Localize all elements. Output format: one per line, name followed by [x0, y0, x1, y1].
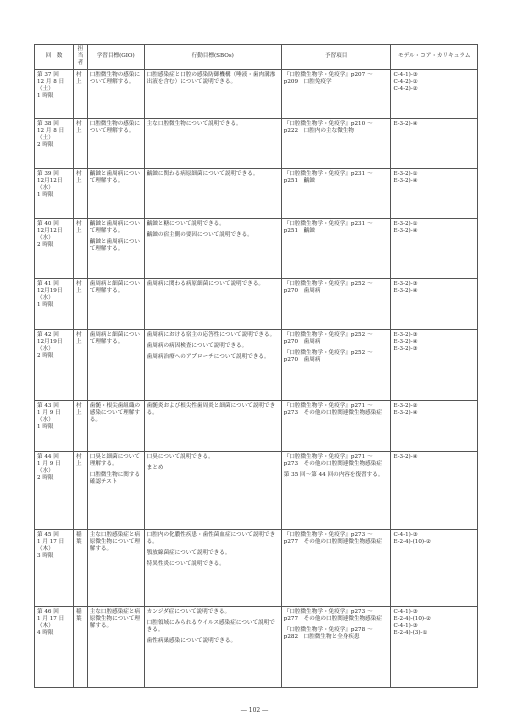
- cell-instructor: [74, 529, 88, 606]
- instructor-text: 稲葉: [76, 608, 82, 622]
- session-line: （土）: [37, 135, 54, 142]
- session-line: 12 月 8 日: [37, 78, 65, 85]
- cell-core: [391, 218, 478, 278]
- core-line: E-2-4)-(3)-①: [393, 630, 428, 637]
- cell-prep: [281, 329, 391, 400]
- header-gio: 学習目標(GIO): [87, 45, 144, 70]
- prep-line: 『口腔微生物学・免疫学』p278 ～ p282 口腔微生物と全身疾患: [283, 627, 373, 641]
- cell-session: [35, 329, 74, 400]
- cell-prep: [281, 606, 391, 687]
- gio-line: 主な口腔感染症と病原微生物について理解する。: [89, 531, 141, 553]
- table-body: [35, 69, 478, 687]
- core-line: C-4-1)-③: [393, 71, 418, 78]
- cell-core: [391, 168, 478, 218]
- prep-line: 『口腔微生物学・免疫学』p252 ～ p270 歯周病: [283, 331, 373, 345]
- cell-prep: [281, 400, 391, 451]
- instructor-text: 村上: [76, 170, 82, 184]
- syllabus-table: [34, 44, 478, 688]
- sbos-line: 齲蝕の宿主側の要因について説明できる。: [146, 231, 253, 238]
- cell-sbos: [144, 451, 281, 529]
- cell-gio: [87, 218, 144, 278]
- session-line: 12月19日: [37, 338, 63, 345]
- session-line: （水）: [37, 346, 54, 353]
- sbos-line: 歯周病の病因検査について説明できる。: [146, 342, 248, 349]
- syllabus-page: [34, 44, 478, 688]
- prep-line: 『口腔微生物学・免疫学』p231 ～ p251 齲蝕: [283, 170, 373, 184]
- cell-sbos: [144, 118, 281, 168]
- sbos-line: 歯周病における宿主の応答性について説明できる。: [146, 331, 276, 338]
- cell-instructor: [74, 400, 88, 451]
- session-line: （木）: [37, 623, 54, 630]
- cell-prep: [281, 168, 391, 218]
- prep-line: 第 35 回～第 44 回の内容を復習する。: [283, 472, 384, 479]
- cell-core: [391, 329, 478, 400]
- prep-line: 『口腔微生物学・免疫学』p252 ～ p270 歯周病: [283, 350, 373, 364]
- cell-gio: [87, 278, 144, 329]
- cell-prep: [281, 278, 391, 329]
- session-line: 第 41 回: [37, 280, 59, 287]
- sbos-line: 口腔内の化膿性疾患・歯性菌血症について説明できる。: [146, 531, 276, 545]
- page-number: ― 102 ―: [240, 707, 269, 714]
- gio-line: 口臭と細菌について理解する。: [89, 453, 140, 467]
- session-line: （水）: [37, 295, 54, 302]
- session-line: 第 42 回: [37, 331, 59, 338]
- session-line: 1 時限: [37, 93, 54, 100]
- session-line: 第 39 回: [37, 170, 59, 177]
- gio-line: 齲蝕と歯周病について理解する。: [89, 170, 140, 184]
- cell-sbos: [144, 69, 281, 118]
- sbos-line: カンジダ症について説明できる。: [146, 608, 231, 615]
- core-line: E-3-2)-④: [393, 120, 418, 127]
- table-row: [35, 118, 478, 168]
- gio-line: 歯周病と細菌について理解する。: [89, 280, 140, 294]
- core-line: E-3-2)-③: [393, 346, 418, 353]
- core-line: C-4-1)-③: [393, 531, 418, 538]
- session-line: （水）: [37, 468, 54, 475]
- cell-gio: [87, 118, 144, 168]
- cell-session: [35, 529, 74, 606]
- session-line: 2 時限: [37, 142, 54, 149]
- gio-line: 口腔微生物の感染について理解する。: [89, 71, 141, 85]
- core-line: C-4-2)-②: [393, 86, 418, 93]
- core-line: C-4-1)-③: [393, 623, 418, 630]
- table-row: [35, 69, 478, 118]
- cell-sbos: [144, 400, 281, 451]
- cell-gio: [87, 69, 144, 118]
- sbos-line: 特異性炎について説明できる。: [146, 561, 225, 568]
- session-line: 第 38 回: [37, 120, 59, 127]
- core-line: E-2-4)-(10)-②: [393, 538, 432, 545]
- cell-instructor: [74, 69, 88, 118]
- cell-core: [391, 278, 478, 329]
- cell-instructor: [74, 329, 88, 400]
- sbos-line: 顎放線菌症について説明できる。: [146, 550, 231, 557]
- prep-line: 『口腔微生物学・免疫学』p273 ～ p277 その他の口腔関連微生物感染症: [283, 531, 382, 545]
- session-line: 2 時限: [37, 475, 54, 482]
- cell-core: [391, 529, 478, 606]
- instructor-text: 村上: [76, 220, 82, 234]
- gio-line: 口腔微生物の感染について理解する。: [89, 120, 141, 134]
- cell-gio: [87, 606, 144, 687]
- cell-instructor: [74, 606, 88, 687]
- gio-line: 主な口腔感染症と病原微生物について理解する。: [89, 608, 141, 630]
- cell-instructor: [74, 278, 88, 329]
- prep-line: 『口腔微生物学・免疫学』p210 ～ p222 口腔内の主な微生物: [283, 120, 373, 134]
- cell-prep: [281, 69, 391, 118]
- table-row: [35, 329, 478, 400]
- session-line: （土）: [37, 86, 54, 93]
- instructor-text: 村上: [76, 120, 82, 134]
- cell-session: [35, 168, 74, 218]
- cell-session: [35, 400, 74, 451]
- session-line: 1 月 17 日: [37, 615, 65, 622]
- sbos-line: 口腔領域にみられるウイルス感染症について説明できる。: [146, 619, 275, 634]
- session-line: 12月19日: [37, 287, 63, 294]
- core-line: E-3-2)-①: [393, 220, 418, 227]
- table-row: [35, 606, 478, 687]
- core-line: E-3-2)-④: [393, 338, 418, 345]
- core-line: E-3-2)-③: [393, 331, 418, 338]
- session-line: 第 45 回: [37, 531, 59, 538]
- sbos-line: 口腔感染症と口腔の感染防御機構（唾液・歯肉溝滲出液を含む）について説明できる。: [146, 71, 276, 85]
- session-line: （水）: [37, 185, 54, 192]
- gio-line: 歯髄・根尖歯組織の感染について理解する。: [89, 402, 141, 424]
- core-line: C-4-1)-③: [393, 608, 418, 615]
- instructor-text: 村上: [76, 402, 82, 416]
- cell-gio: [87, 451, 144, 529]
- gio-line: 齲蝕と歯周病について理解する。: [89, 239, 140, 253]
- cell-prep: [281, 451, 391, 529]
- instructor-text: 村上: [76, 453, 82, 467]
- cell-sbos: [144, 329, 281, 400]
- cell-sbos: [144, 218, 281, 278]
- cell-gio: [87, 529, 144, 606]
- session-line: 4 時限: [37, 630, 54, 637]
- session-line: 12 月 8 日: [37, 127, 65, 134]
- gio-line: 歯周病と細菌について理解する。: [89, 331, 140, 345]
- core-line: E-3-2)-④: [393, 177, 418, 184]
- session-line: 12月12日: [37, 177, 63, 184]
- cell-sbos: [144, 278, 281, 329]
- table-row: [35, 529, 478, 606]
- cell-prep: [281, 218, 391, 278]
- session-line: 第 43 回: [37, 402, 59, 409]
- cell-gio: [87, 329, 144, 400]
- cell-instructor: [74, 451, 88, 529]
- instructor-text: 村上: [76, 71, 82, 85]
- cell-sbos: [144, 168, 281, 218]
- cell-prep: [281, 529, 391, 606]
- core-line: C-4-2)-①: [393, 78, 418, 85]
- core-line: E-3-2)-④: [393, 409, 418, 416]
- cell-gio: [87, 168, 144, 218]
- sbos-line: 歯髄炎および根尖性歯周炎と細菌について説明できる。: [146, 402, 276, 416]
- prep-line: 『口腔微生物学・免疫学』p273 ～ p277 その他の口腔関連微生物感染症: [283, 608, 382, 622]
- cell-gio: [87, 400, 144, 451]
- cell-sbos: [144, 529, 281, 606]
- cell-session: [35, 606, 74, 687]
- header-sbos: 行動目標(SBOs): [144, 45, 281, 70]
- prep-line: 『口腔微生物学・免疫学』p271 ～ p273 その他の口腔関連微生物感染症: [283, 453, 382, 467]
- core-line: E-3-2)-③: [393, 280, 418, 287]
- session-line: 2 時限: [37, 353, 54, 360]
- sbos-line: 齲蝕と糖について説明できる。: [146, 220, 225, 227]
- cell-session: [35, 69, 74, 118]
- session-line: 第 46 回: [37, 608, 59, 615]
- session-line: 3 時限: [37, 553, 54, 560]
- core-line: E-3-2)-④: [393, 227, 418, 234]
- core-line: E-3-2)-①: [393, 170, 418, 177]
- table-row: [35, 218, 478, 278]
- instructor-text: 村上: [76, 331, 82, 345]
- core-line: E-3-2)-②: [393, 402, 418, 409]
- prep-line: 『口腔微生物学・免疫学』p271 ～ p273 その他の口腔関連微生物感染症: [283, 402, 382, 416]
- header-instructor: 担当者: [74, 45, 88, 70]
- session-line: 1 月 9 日: [37, 460, 61, 467]
- session-line: （水）: [37, 417, 54, 424]
- table-row: [35, 278, 478, 329]
- session-line: 12月12日: [37, 227, 63, 234]
- cell-instructor: [74, 168, 88, 218]
- session-line: 1 月 17 日: [37, 538, 65, 545]
- cell-core: [391, 118, 478, 168]
- session-line: 1 時限: [37, 192, 54, 199]
- sbos-line: 口臭について説明できる。: [146, 453, 214, 460]
- sbos-line: 歯周病治療へのアプローチについて説明できる。: [146, 354, 270, 361]
- session-line: 第 44 回: [37, 453, 59, 460]
- table-row: [35, 451, 478, 529]
- cell-prep: [281, 118, 391, 168]
- gio-line: 口腔微生物に関する確認テスト: [89, 472, 141, 486]
- header-core: モデル・コア・カリキュラム: [391, 45, 478, 70]
- sbos-line: 齲蝕に関わる病原細菌について説明できる。: [146, 170, 259, 177]
- session-line: 2 時限: [37, 242, 54, 249]
- instructor-text: 稲葉: [76, 531, 82, 545]
- prep-line: 『口腔微生物学・免疫学』p252 ～ p270 歯周病: [283, 280, 373, 294]
- cell-core: [391, 400, 478, 451]
- session-line: 1 時限: [37, 424, 54, 431]
- session-line: 1 時限: [37, 302, 54, 309]
- cell-instructor: [74, 218, 88, 278]
- prep-line: 『口腔微生物学・免疫学』p231 ～ p251 齲蝕: [283, 220, 373, 234]
- sbos-line: 主な口腔微生物について説明できる。: [146, 120, 242, 127]
- instructor-text: 村上: [76, 280, 82, 294]
- table-row: [35, 400, 478, 451]
- session-line: （水）: [37, 235, 54, 242]
- cell-instructor: [74, 118, 88, 168]
- cell-session: [35, 118, 74, 168]
- sbos-line: まとめ: [146, 464, 164, 471]
- table-row: [35, 168, 478, 218]
- cell-core: [391, 606, 478, 687]
- sbos-line: 歯周病に関わる病原細菌について説明できる。: [146, 280, 265, 287]
- cell-core: [391, 451, 478, 529]
- header-prep: 予習項目: [281, 45, 391, 70]
- session-line: 第 40 回: [37, 220, 59, 227]
- session-line: （木）: [37, 546, 54, 553]
- session-line: 第 37 回: [37, 71, 59, 78]
- table-header-row: [35, 45, 478, 70]
- cell-core: [391, 69, 478, 118]
- prep-line: 『口腔微生物学・免疫学』p207 ～ p209 口腔免疫学: [283, 71, 373, 85]
- core-line: E-2-4)-(10)-②: [393, 615, 432, 622]
- header-session: 回 数: [35, 45, 74, 70]
- core-line: E-3-2)-④: [393, 287, 418, 294]
- cell-sbos: [144, 606, 281, 687]
- core-line: E-3-2)-④: [393, 453, 418, 460]
- cell-session: [35, 278, 74, 329]
- sbos-line: 歯性病巣感染について説明できる。: [146, 638, 237, 645]
- cell-session: [35, 451, 74, 529]
- session-line: 1 月 9 日: [37, 409, 61, 416]
- gio-line: 齲蝕と歯周病について理解する。: [89, 220, 140, 234]
- cell-session: [35, 218, 74, 278]
